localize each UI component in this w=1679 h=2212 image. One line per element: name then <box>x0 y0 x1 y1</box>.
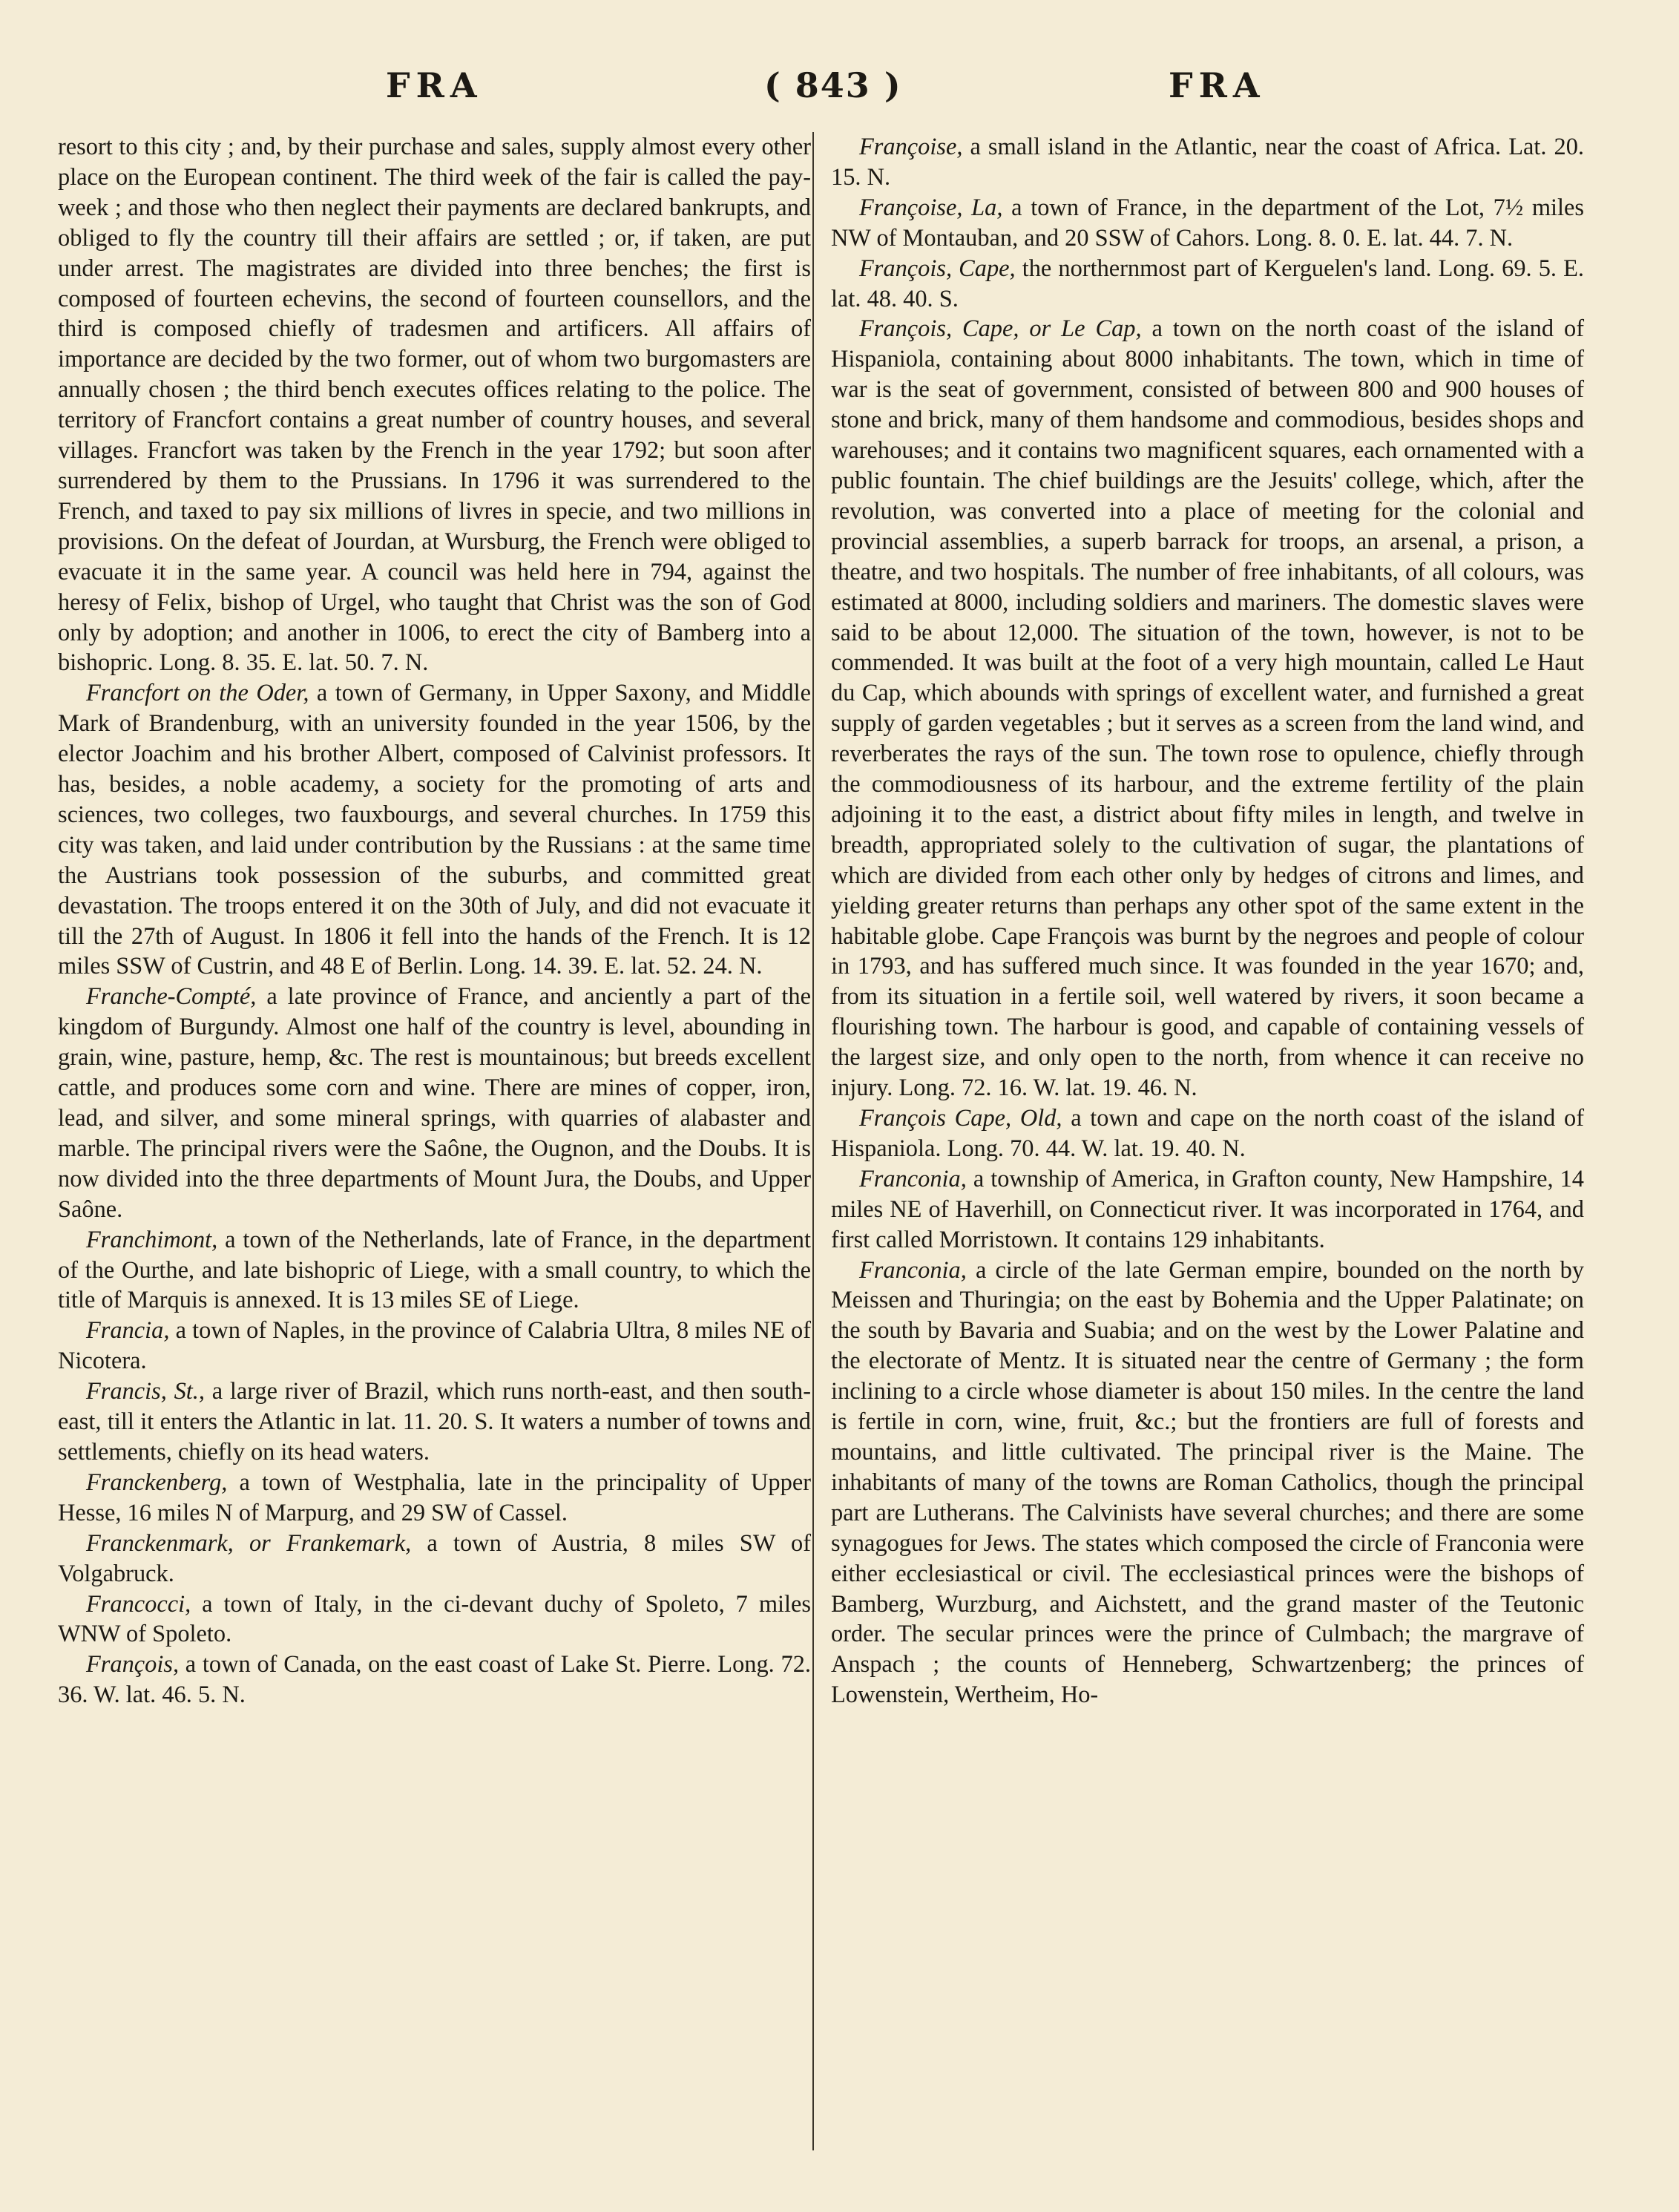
entry-paragraph <box>831 132 1584 193</box>
entry-headword: Franconia, <box>859 1165 967 1192</box>
entry-headword: Franckenberg, <box>86 1468 228 1496</box>
page-number: ( 843 ) <box>764 65 902 105</box>
entry-paragraph <box>58 1376 811 1468</box>
entry-text: a town and cape on the north coast of the island of Hispaniola. Long. 70. 44. W. lat. 19. 40. N. <box>831 1105 1584 1162</box>
left-column <box>58 132 811 1710</box>
running-header <box>59 65 1620 110</box>
entry-text: a town of Italy, in the ci-devant duchy of Spoleto, 7 miles WNW of Spoleto. <box>58 1590 811 1648</box>
entry-headword: Franconia, <box>859 1256 967 1284</box>
entry-paragraph <box>58 1316 811 1376</box>
entry-text: a town of Westphalia, late in the principality of Upper Hesse, 16 miles N of Marpurg, and 29 SW of Cassel. <box>58 1468 811 1526</box>
entry-text: a large river of Brazil, which runs north-east, and then south-east, till it enters the Atlantic in lat. 11. 20. S. It waters a number of towns and settlements, chiefly on its head waters. <box>58 1378 811 1466</box>
entry-text: a small island in the Atlantic, near the coast of Africa. Lat. 20. 15. N. <box>831 134 1584 191</box>
entry-headword: Françoise, <box>859 134 963 160</box>
entry-paragraph <box>58 1225 811 1316</box>
entry-paragraph <box>58 132 811 678</box>
entry-text: a town of France, in the department of the Lot, 7½ miles NW of Montauban, and 20 SSW of Cahors. Long. 8. 0. E. lat. 44. 7. N. <box>831 194 1584 252</box>
entry-headword: François, Cape, <box>859 255 1016 282</box>
entry-headword: Franchimont, <box>86 1226 218 1253</box>
entry-text: the northernmost part of Kerguelen's land. Long. 69. 5. E. lat. 48. 40. S. <box>831 255 1584 312</box>
entry-text: resort to this city ; and, by their purchase and sales, supply almost every other place on the European continent. The third week of the fair is called the pay-week ; and those who then neglect their payments are declared bankrupts, and obliged to fly the country till their affairs are settled ; or, if taken, are put under arrest. The magistrates are divided into three benches; the first is composed of fourteen echevins, the second of fourteen counsellors, and the third is composed chiefly of tradesmen and artificers. All affairs of importance are decided by the two former, out of whom two burgomasters are annually chosen ; the third bench executes offices relating to the police. The territory of Francfort contains a great number of country houses, and several villages. Francfort was taken by the French in the year 1792; but soon after surrendered by them to the Prussians. In 1796 it was surrendered to the French, and taxed to pay six millions of livres in specie, and two millions in provisions. On the defeat of Jourdan, at Wursburg, the French were obliged to evacuate it in the same year. A council was held here in 794, against the heresy of Felix, bishop of Urgel, who taught that Christ was the son of God only by adoption; and another in 1006, to erect the city of Bamberg into a bishopric. Long. 8. 35. E. lat. 50. 7. N. <box>58 134 811 677</box>
entry-text: a town on the north coast of the island of Hispaniola, containing about 8000 inhabitants. The town, which in time of war is the seat of government, consisted of between 800 and 900 houses of stone and brick, many of them handsome and commodious, besides shops and warehouses; and it contains two magnificent squares, each ornamented with a public fountain. The chief buildings are the Jesuits' college, which, after the revolution, was converted into a place of meeting for the colonial and provincial assemblies, a superb barrack for troops, an arsenal, a prison, a theatre, and two hospitals. The number of free inhabitants, of all colours, was estimated at 8000, including soldiers and mariners. The domestic slaves were said to be about 12,000. The situation of the town, however, is not to be commended. It was built at the foot of a very high mountain, called Le Haut du Cap, which abounds with springs of excellent water, and furnished a great supply of garden vegetables ; but it serves as a screen from the land wind, and reverberates the rays of the sun. The town rose to opulence, chiefly through the commodiousness of its harbour, and the extreme fertility of the plain adjoining it to the east, a district about fifty miles in length, and twelve in breadth, appropriated solely to the cultivation of sugar, the plantations of which are divided from each other only by hedges of citrons and limes, and yielding greater returns than perhaps any other spot of the same extent in the habitable globe. Cape François was burnt by the negroes and people of colour in 1793, and has suffered much since. It was founded in the year 1670; and, from its situation in a fertile soil, well watered by rivers, it soon became a flourishing town. The harbour is good, and capable of containing vessels of the largest size, and only open to the north, from whence it can receive no injury. Long. 72. 16. W. lat. 19. 46. N. <box>831 315 1584 1102</box>
entry-headword: Francia, <box>86 1317 170 1345</box>
entry-text: a town of Canada, on the east coast of Lake St. Pierre. Long. 72. 36. W. lat. 46. 5. N. <box>58 1651 811 1709</box>
entry-text: a town of Austria, 8 miles SW of Volgabruck. <box>58 1529 811 1587</box>
header-left-word: FRA <box>386 65 483 105</box>
entry-headword: François Cape, Old, <box>859 1105 1062 1132</box>
entry-paragraph <box>831 254 1584 315</box>
entry-headword: François, Cape, or Le Cap, <box>859 315 1142 343</box>
entry-paragraph <box>831 193 1584 254</box>
entry-paragraph <box>58 678 811 982</box>
entry-paragraph <box>831 1164 1584 1256</box>
entry-text: a town of Naples, in the province of Calabria Ultra, 8 miles NE of Nicotera. <box>58 1317 811 1375</box>
entry-paragraph <box>58 1468 811 1529</box>
entry-headword: François, <box>86 1651 180 1678</box>
entry-headword: Franckenmark, or Frankemark, <box>86 1529 412 1557</box>
entry-headword: Franche-Compté, <box>86 983 257 1011</box>
entry-headword: Françoise, La, <box>859 194 1003 221</box>
entry-text: a circle of the late German empire, bounded on the north by Meissen and Thuringia; on the east by Bohemia and the Upper Palatinate; on the south by Bavaria and Suabia; and on the west by the Lower Palatine and the electorate of Mentz. It is situated near the centre of Germany ; the form inclining to a circle whose diameter is about 150 miles. In the centre the land is fertile in corn, wine, fruit, &c.; but the frontiers are full of forests and mountains, and little cultivated. The principal river is the Maine. The inhabitants of many of the towns are Roman Catholics, though the principal part are Lutherans. The Calvinists have several churches; and there are some synagogues for Jews. The states which composed the circle of Franconia were either ecclesiastical or civil. The ecclesiastical princes were the bishops of Bamberg, Wurzburg, and Aichstett, and the grand master of the Teutonic order. The secular princes were the prince of Culmbach; the margrave of Anspach ; the counts of Henneberg, Schwartzenberg; the princes of Lowenstein, Wertheim, Ho- <box>831 1256 1584 1709</box>
entry-headword: Francfort on the Oder, <box>86 680 309 707</box>
right-column <box>831 132 1584 1710</box>
entry-paragraph <box>58 1589 811 1650</box>
entry-headword: Francis, St., <box>86 1378 205 1405</box>
entry-paragraph <box>58 1529 811 1589</box>
entry-text: a town of the Netherlands, late of France, in the department of the Ourthe, and late bishopric of Liege, with a small country, to which the title of Marquis is annexed. It is 13 miles SE of Liege. <box>58 1226 811 1314</box>
entry-text: a township of America, in Grafton county, New Hampshire, 14 miles NE of Haverhill, on Connecticut river. It was incorporated in 1764, and first called Morristown. It contains 129 inhabitants. <box>831 1165 1584 1253</box>
entry-paragraph <box>58 1650 811 1710</box>
entry-text: a late province of France, and anciently a part of the kingdom of Burgundy. Almost one half of the country is level, abounding in grain, wine, pasture, hemp, &c. The rest is mountainous; but breeds excellent cattle, and produces some corn and wine. There are mines of copper, iron, lead, and silver, and some mineral springs, with quarries of alabaster and marble. The principal rivers were the Saône, the Ougnon, and the Doubs. It is now divided into the three departments of Mount Jura, the Doubs, and Upper Saône. <box>58 983 811 1223</box>
entry-paragraph <box>831 314 1584 1103</box>
entry-headword: Francocci, <box>86 1590 191 1618</box>
entry-paragraph <box>831 1256 1584 1711</box>
entry-text: a town of Germany, in Upper Saxony, and Middle Mark of Brandenburg, with an university founded in the year 1506, by the elector Joachim and his brother Albert, composed of Calvinist professors. It has, besides, a noble academy, a society for the promoting of arts and sciences, two colleges, two fauxbourgs, and several churches. In 1759 this city was taken, and laid under contribution by the Russians : at the same time the Austrians took possession of the suburbs, and committed great devastation. The troops entered it on the 30th of July, and did not evacuate it till the 27th of August. In 1806 it fell into the hands of the French. It is 12 miles SSW of Custrin, and 48 E of Berlin. Long. 14. 39. E. lat. 52. 24. N. <box>58 680 811 980</box>
entry-paragraph <box>58 982 811 1224</box>
entry-paragraph <box>831 1103 1584 1164</box>
column-divider <box>812 132 814 2150</box>
header-right-word: FRA <box>1169 65 1266 105</box>
